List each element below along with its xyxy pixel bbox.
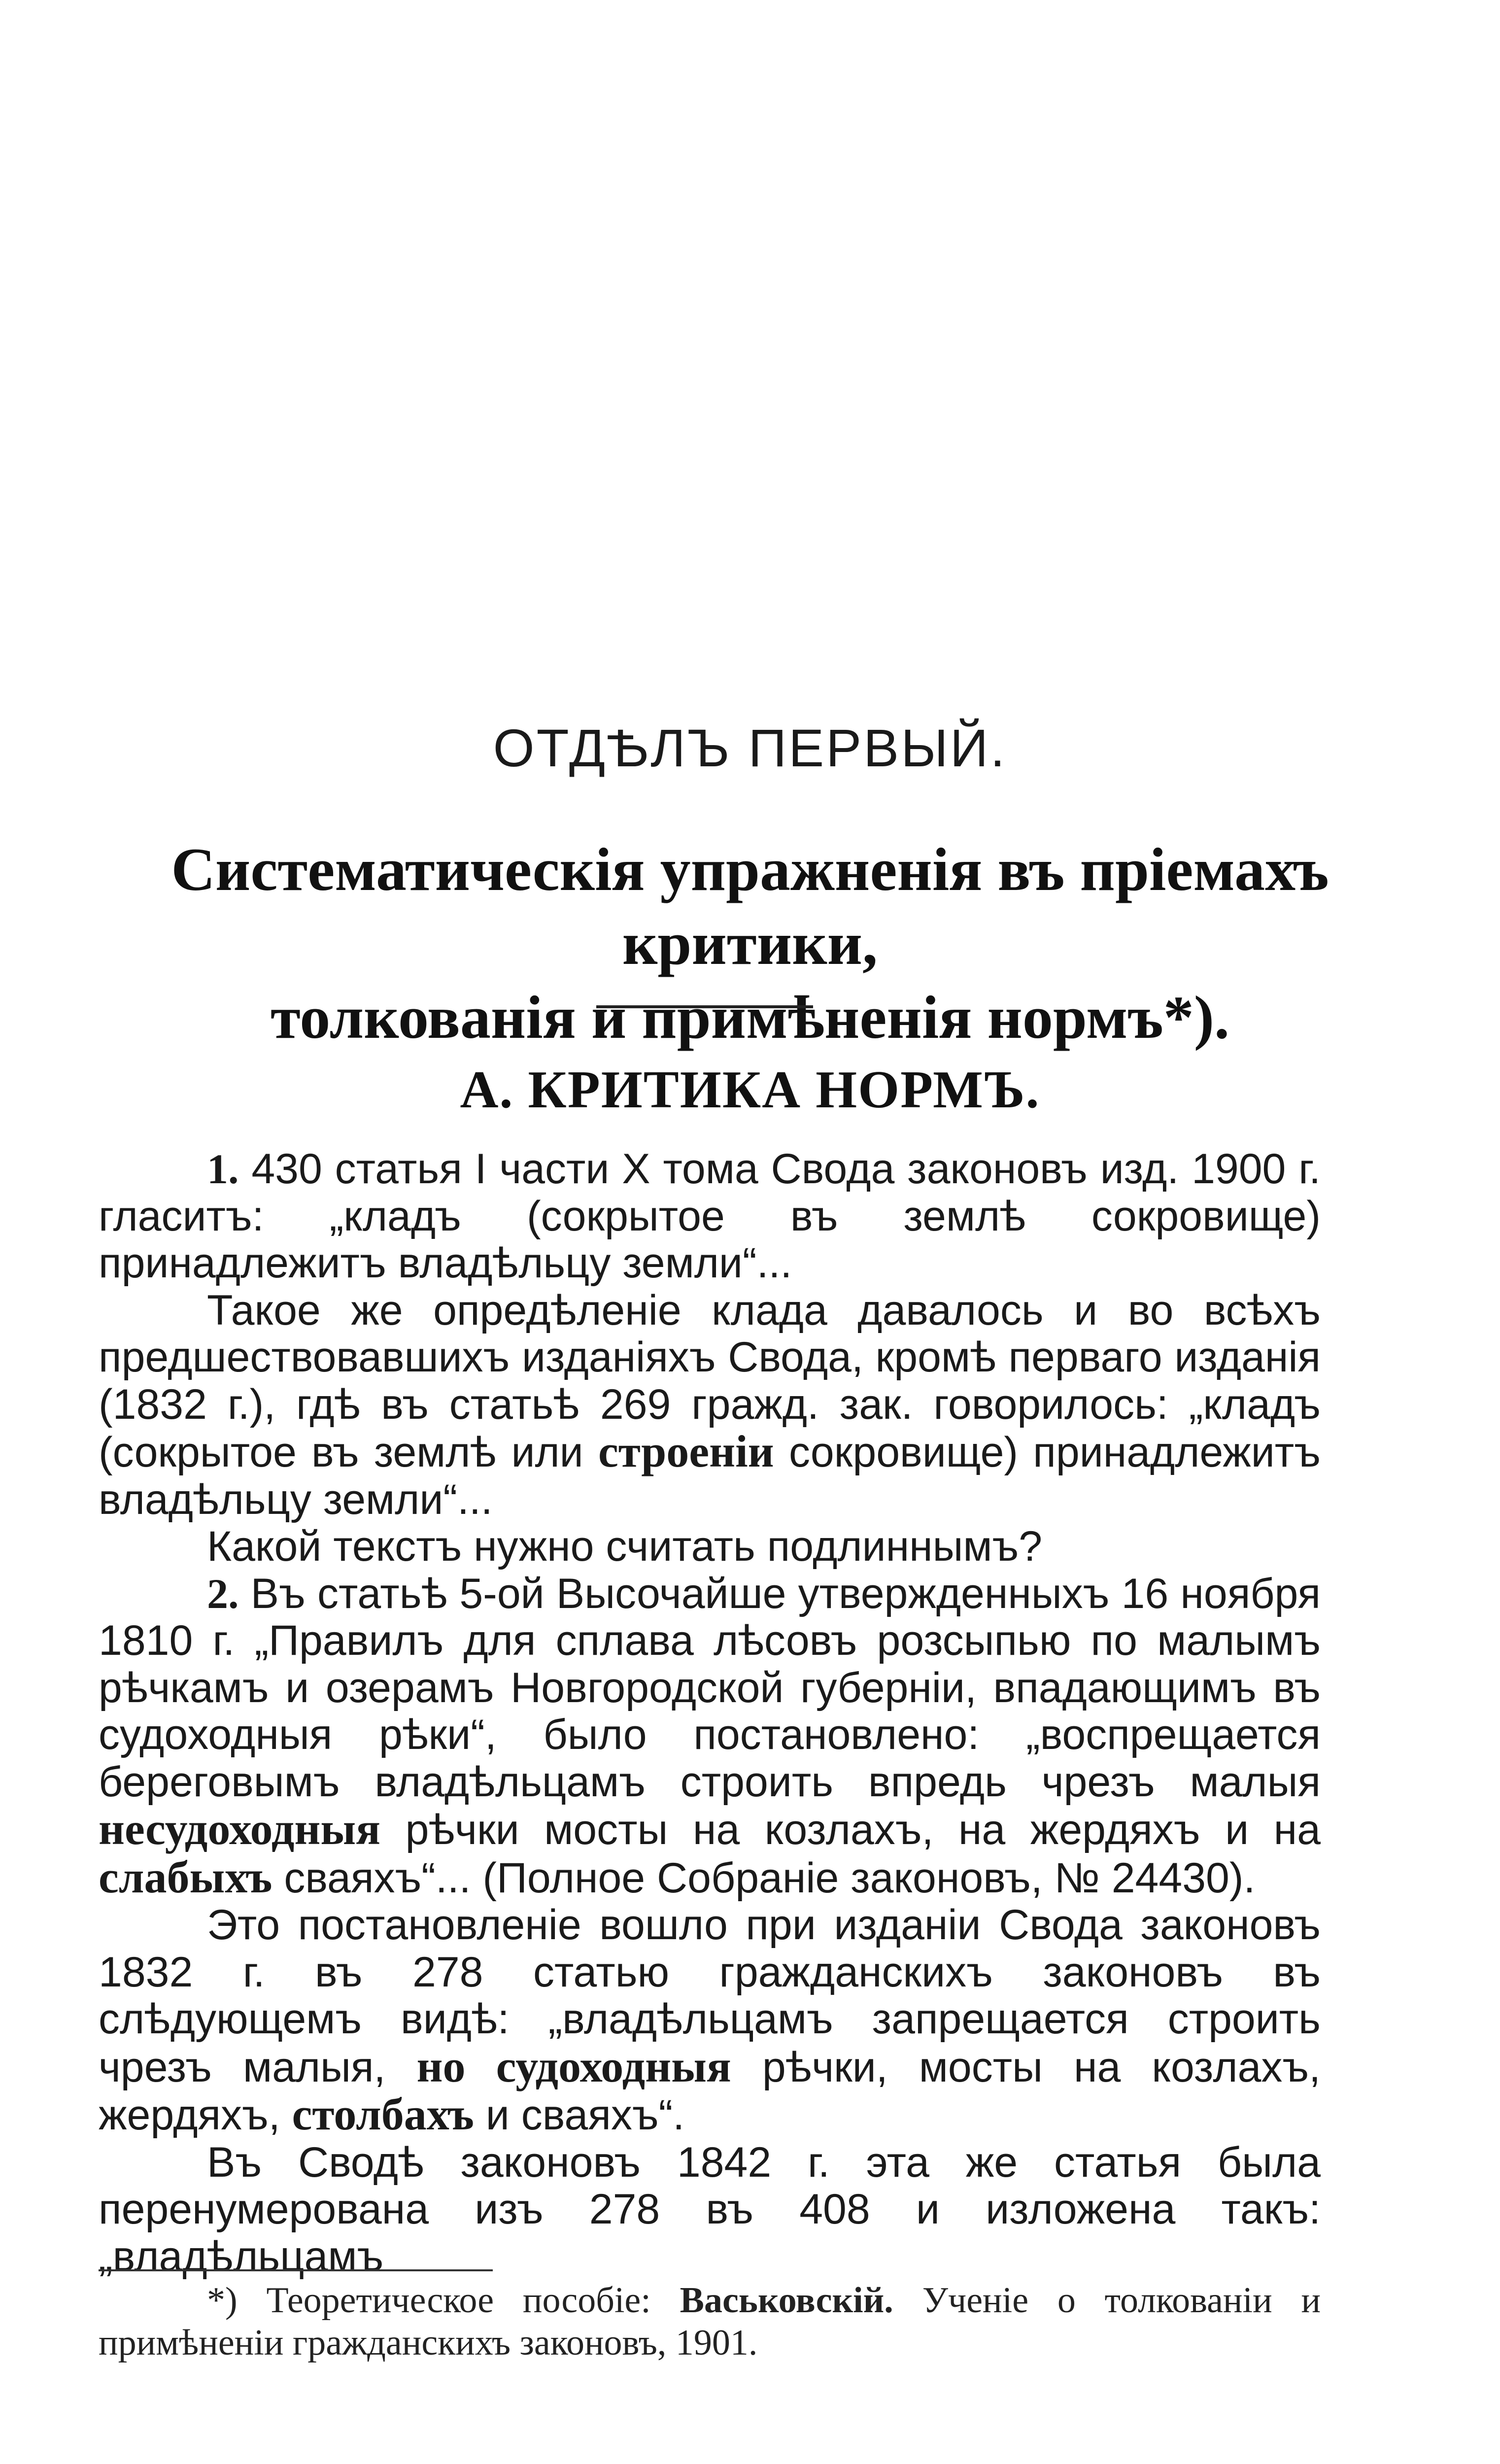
bold-term: столбахъ <box>292 2089 474 2139</box>
footnote <box>99 2279 1321 2364</box>
bold-term: но судоходныя <box>416 2041 731 2091</box>
paragraph-number: 1. <box>207 1145 239 1193</box>
paragraph-4 <box>99 1571 1321 1902</box>
paragraph-1 <box>99 1146 1321 1287</box>
paragraph-5 <box>99 1902 1321 2139</box>
footnote-text <box>99 2279 1321 2364</box>
footnote-before: Теоретическое пособіе: <box>266 2280 651 2321</box>
footnote-mark: *) <box>207 2280 238 2321</box>
paragraph-text: Какой текстъ нужно считать подлиннымъ? <box>207 1523 1043 1570</box>
paragraph-text: Такое же опредѣленіе клада давалось и во всѣхъ предшествовавшихъ изданіяхъ Свода, кромѣ перваго изданія (1832 г.), гдѣ въ статьѣ 269 гражд. зак. говорилось: „кладъ (сокрытое въ землѣ или <box>99 1286 1321 1476</box>
paragraph-text: рѣчки, мосты на козлахъ, жердяхъ, <box>99 2043 1321 2139</box>
paragraph-2 <box>99 1287 1321 1524</box>
bold-term: строеніи <box>598 1426 774 1476</box>
paragraph-text: Въ Сводѣ законовъ 1842 г. эта же статья была перенумерована изъ 278 въ 408 и изложена такъ: „владѣльцамъ <box>99 2138 1321 2280</box>
bold-term: слабыхъ <box>99 1851 273 1902</box>
paragraph-text: и сваяхъ“. <box>485 2091 685 2139</box>
footnote-after: Ученіе о толкованіи и примѣненіи гражданскихъ законовъ, 1901. <box>99 2280 1321 2363</box>
main-title <box>79 833 1421 1055</box>
paragraph-text: 430 статья I части X тома Свода законовъ изд. 1900 г. гласитъ: „кладъ (сокрытое въ землѣ сокровище) принадлежитъ владѣльцу земли“... <box>99 1145 1321 1287</box>
body-text <box>99 1146 1321 2280</box>
title-divider <box>596 1005 813 1008</box>
paragraph-6 <box>99 2139 1321 2281</box>
paragraph-text: сваяхъ“... (Полное Собраніе законовъ, № 24430). <box>284 1854 1256 1902</box>
paragraph-text: Это постановленіе вошло при изданіи Свода законовъ 1832 г. въ 278 статью гражданскихъ законовъ въ слѣдующемъ видѣ: „владѣльцамъ запрещается строить чрезъ малыя, <box>99 1901 1321 2091</box>
footnote-divider <box>99 2269 493 2271</box>
subtitle: А. КРИТИКА НОРМЪ. <box>460 1061 1040 1119</box>
section-label: ОТДѢЛЪ ПЕРВЫЙ. <box>493 718 1007 778</box>
main-title-line-1: Систематическія упражненія въ пріемахъ критики, <box>171 836 1329 977</box>
paragraph-text: рѣчки мосты на козлахъ, на жердяхъ и на <box>405 1806 1321 1853</box>
paragraph-3 <box>99 1523 1321 1571</box>
paragraph-number: 2. <box>207 1570 239 1617</box>
paragraph-text: Въ статьѣ 5-ой Высочайше утвержденныхъ 16 ноября 1810 г. „Правилъ для сплава лѣсовъ розсыпью по малымъ рѣчкамъ и озерамъ Новгородской губерніи, впадающимъ въ судоходныя рѣки“, было постановлено: „воспрещается береговымъ владѣльцамъ строить впредь чрезъ малыя <box>99 1570 1321 1806</box>
paragraph-text: сокровище) принадлежитъ владѣльцу земли“... <box>99 1429 1321 1523</box>
bold-term: несудоходныя <box>99 1804 381 1854</box>
main-title-line-2: толкованія и примѣненія нормъ*). <box>270 984 1230 1051</box>
footnote-author: Васьковскій. <box>680 2280 893 2321</box>
